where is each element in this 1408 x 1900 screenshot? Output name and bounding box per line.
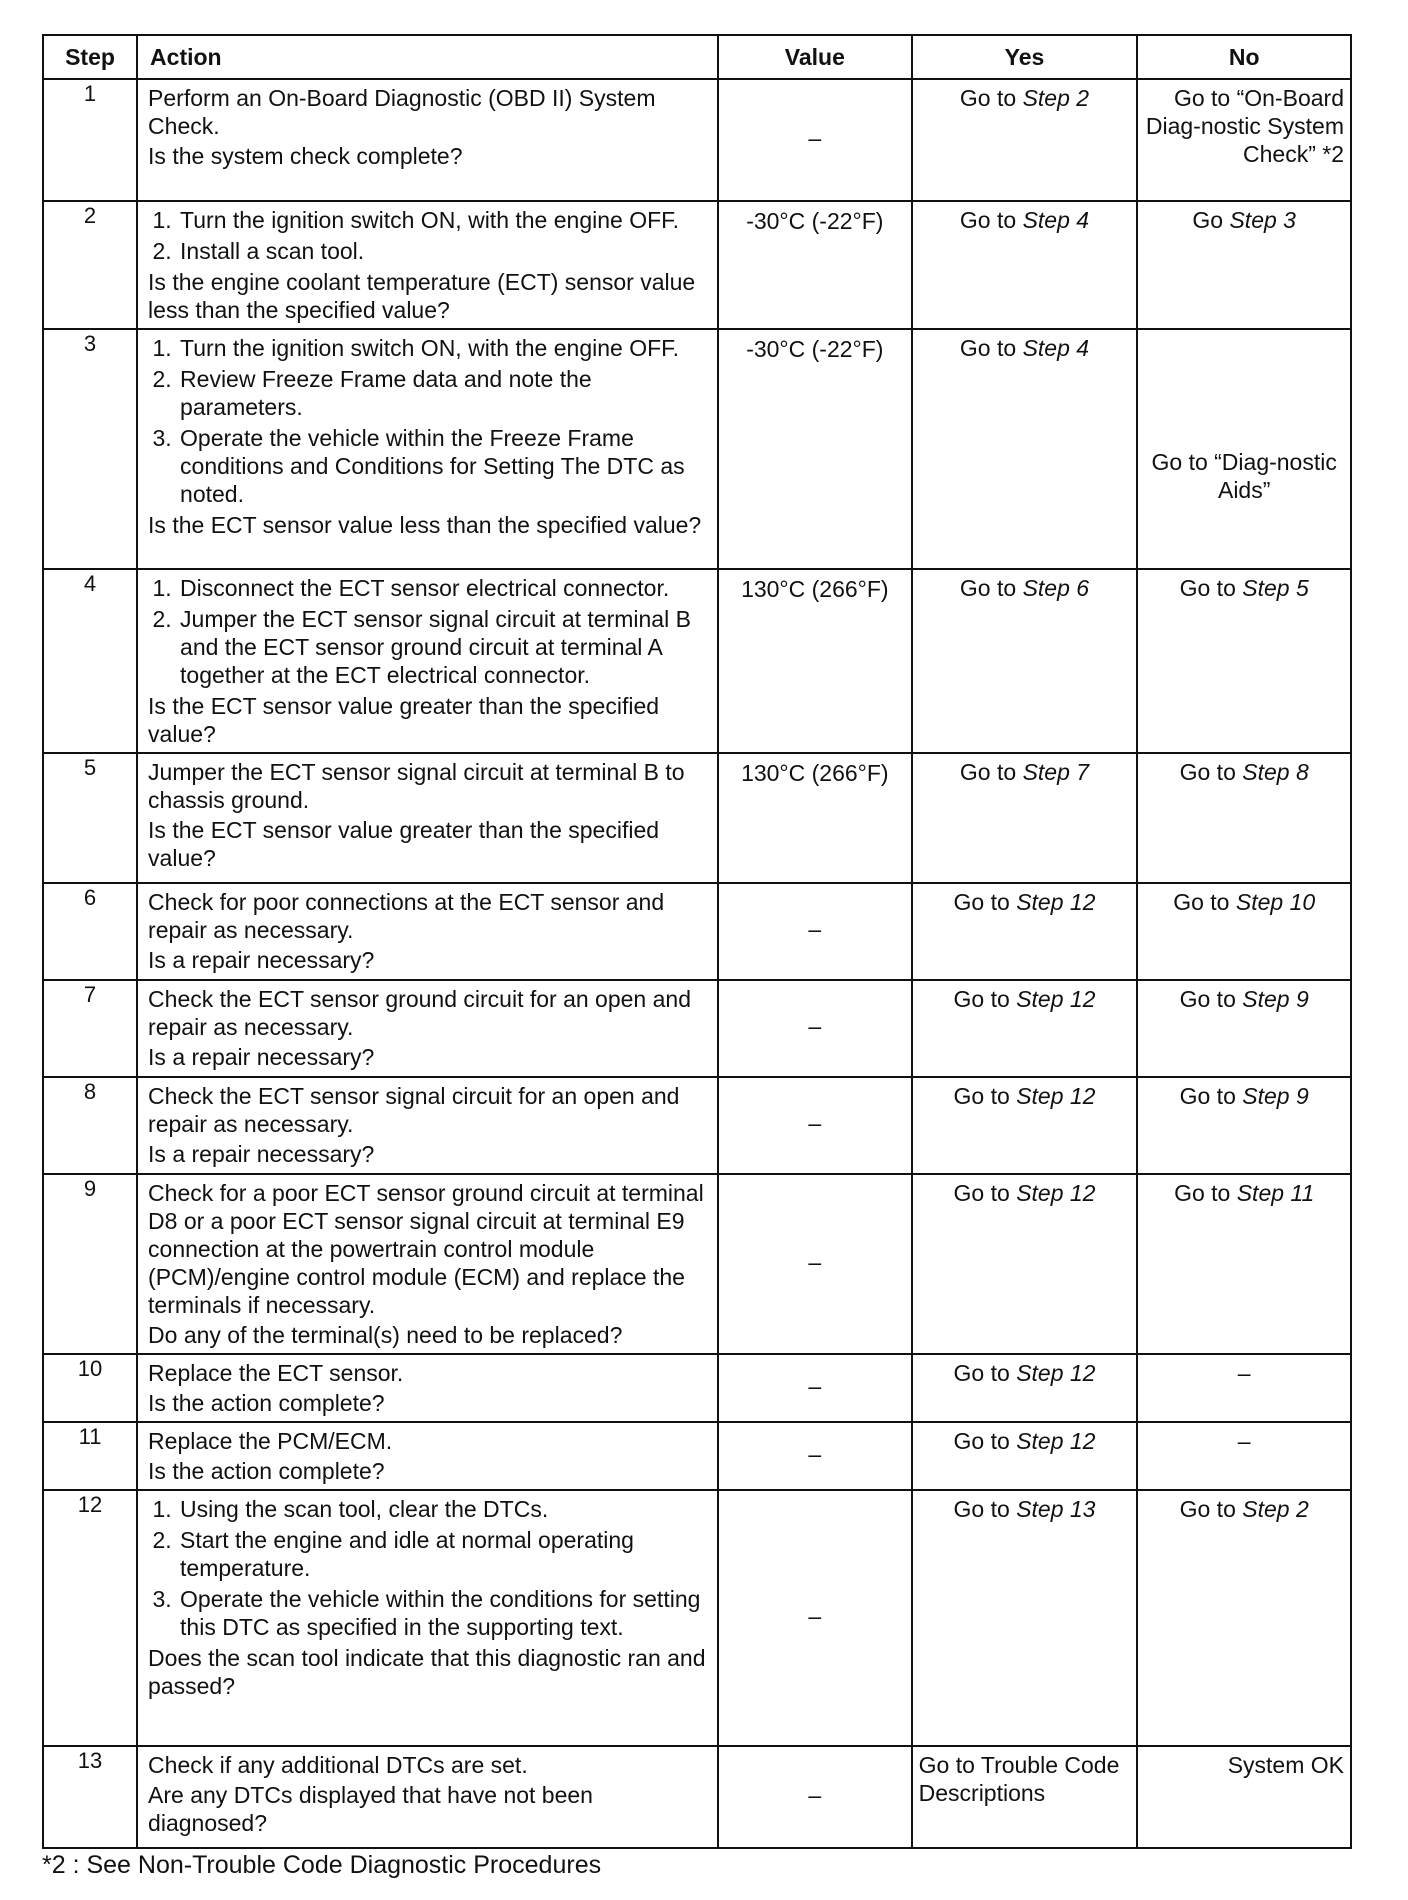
yes-cell xyxy=(912,1490,1138,1746)
yes-cell xyxy=(912,1354,1138,1422)
no-cell xyxy=(1137,1490,1351,1746)
action-question: Is a repair necessary? xyxy=(148,1141,375,1167)
no-cell xyxy=(1137,1174,1351,1354)
action-intro: Check for poor connections at the ECT sensor and repair as necessary. xyxy=(148,889,665,943)
action-steps-list xyxy=(148,1495,707,1641)
no-step-link[interactable]: Step 5 xyxy=(1242,575,1309,601)
table-row xyxy=(43,883,1351,980)
yes-cell xyxy=(912,201,1138,329)
yes-prefix: Go to xyxy=(953,1428,1017,1454)
action-cell xyxy=(137,753,718,883)
action-cell xyxy=(137,1746,718,1848)
yes-prefix: Go to xyxy=(959,759,1023,785)
value-cell: 130°C (266°F) xyxy=(718,569,912,753)
table-row xyxy=(43,1422,1351,1490)
value-cell: – xyxy=(718,1077,912,1174)
action-step-item: 2. Install a scan tool. xyxy=(178,237,707,265)
action-cell xyxy=(137,569,718,753)
no-cell xyxy=(1137,569,1351,753)
yes-step-link[interactable]: Step 12 xyxy=(1016,1428,1096,1454)
no-prefix: Go xyxy=(1192,207,1230,233)
yes-cell xyxy=(912,883,1138,980)
no-step-link[interactable]: Step 9 xyxy=(1242,1083,1309,1109)
table-row xyxy=(43,1174,1351,1354)
yes-cell xyxy=(912,1746,1138,1848)
value-cell: – xyxy=(718,980,912,1077)
action-question: Is the ECT sensor value greater than the specified value? xyxy=(148,693,660,747)
action-question: Is the action complete? xyxy=(148,1458,385,1484)
action-intro: Check the ECT sensor ground circuit for an open and repair as necessary. xyxy=(148,986,691,1040)
value-cell: -30°C (-22°F) xyxy=(718,201,912,329)
value-cell: – xyxy=(718,1746,912,1848)
no-cell xyxy=(1137,79,1351,201)
yes-step-link[interactable]: Step 12 xyxy=(1016,986,1096,1012)
step-number: 1 xyxy=(43,79,137,201)
action-cell xyxy=(137,1174,718,1354)
no-column-header: No xyxy=(1137,35,1351,79)
value-cell: 130°C (266°F) xyxy=(718,753,912,883)
yes-prefix: Go to xyxy=(959,575,1023,601)
action-steps-list xyxy=(148,334,707,508)
action-cell xyxy=(137,1490,718,1746)
yes-prefix: Go to xyxy=(959,85,1023,111)
value-cell: – xyxy=(718,883,912,980)
table-row xyxy=(43,1077,1351,1174)
table-row xyxy=(43,79,1351,201)
action-intro: Check if any additional DTCs are set. xyxy=(148,1752,528,1778)
no-cell xyxy=(1137,980,1351,1077)
no-prefix: Go to xyxy=(1179,1083,1243,1109)
step-number: 13 xyxy=(43,1746,137,1848)
value-cell: – xyxy=(718,79,912,201)
no-cell xyxy=(1137,1746,1351,1848)
action-step-item: 1. Disconnect the ECT sensor electrical connector. xyxy=(178,574,707,602)
action-cell xyxy=(137,980,718,1077)
yes-cell xyxy=(912,980,1138,1077)
action-question: Are any DTCs displayed that have not been diagnosed? xyxy=(148,1782,593,1836)
no-step-link[interactable]: Step 10 xyxy=(1235,889,1316,915)
step-number: 12 xyxy=(43,1490,137,1746)
action-steps-list xyxy=(148,574,707,689)
yes-cell xyxy=(912,1174,1138,1354)
yes-step-link[interactable]: Step 12 xyxy=(1016,889,1096,915)
no-target: – xyxy=(1237,1428,1251,1454)
value-cell: – xyxy=(718,1490,912,1746)
no-prefix: Go to xyxy=(1179,1496,1243,1522)
action-intro: Replace the ECT sensor. xyxy=(148,1360,404,1386)
step-number: 3 xyxy=(43,329,137,569)
action-step-item: 1. Turn the ignition switch ON, with the engine OFF. xyxy=(178,334,707,362)
no-step-link[interactable]: Step 2 xyxy=(1242,1496,1309,1522)
table-row xyxy=(43,753,1351,883)
no-cell xyxy=(1137,1354,1351,1422)
no-prefix: Go to xyxy=(1179,986,1243,1012)
step-number: 5 xyxy=(43,753,137,883)
yes-prefix: Go to xyxy=(953,889,1017,915)
action-cell xyxy=(137,1422,718,1490)
yes-step-link[interactable]: Step 6 xyxy=(1022,575,1090,601)
action-column-header: Action xyxy=(137,35,718,79)
yes-step-link[interactable]: Step 7 xyxy=(1022,759,1090,785)
action-intro: Jumper the ECT sensor signal circuit at terminal B to chassis ground. xyxy=(148,759,685,813)
action-question: Is the engine coolant temperature (ECT) sensor value less than the specified value? xyxy=(148,269,696,323)
action-steps-list xyxy=(148,206,707,265)
action-question: Does the scan tool indicate that this diagnostic ran and passed? xyxy=(148,1645,706,1699)
diagnostic-page xyxy=(42,34,1352,1849)
yes-step-link[interactable]: Step 12 xyxy=(1016,1360,1096,1386)
no-cell xyxy=(1137,329,1351,569)
yes-cell xyxy=(912,569,1138,753)
yes-cell xyxy=(912,79,1138,201)
table-header-row xyxy=(43,35,1351,79)
action-cell xyxy=(137,329,718,569)
action-question: Is the ECT sensor value less than the specified value? xyxy=(148,512,702,538)
no-cell xyxy=(1137,1077,1351,1174)
table-row xyxy=(43,1354,1351,1422)
yes-prefix: Go to xyxy=(953,986,1017,1012)
table-body xyxy=(43,79,1351,1848)
yes-target[interactable]: Go to Trouble Code Descriptions xyxy=(918,1752,1120,1806)
value-cell: -30°C (-22°F) xyxy=(718,329,912,569)
action-step-item: 3. Operate the vehicle within the Freeze Frame conditions and Conditions for Setting The DTC as noted. xyxy=(178,424,707,508)
no-step-link[interactable]: Step 3 xyxy=(1229,207,1296,233)
no-step-link[interactable]: Step 9 xyxy=(1242,986,1309,1012)
yes-step-link[interactable]: Step 4 xyxy=(1022,335,1090,361)
action-step-item: 1. Using the scan tool, clear the DTCs. xyxy=(178,1495,707,1523)
yes-step-link[interactable]: Step 13 xyxy=(1016,1496,1096,1522)
table-row xyxy=(43,1746,1351,1848)
step-number: 11 xyxy=(43,1422,137,1490)
action-question: Is a repair necessary? xyxy=(148,1044,375,1070)
action-question: Is the system check complete? xyxy=(148,143,463,169)
yes-cell xyxy=(912,329,1138,569)
yes-cell xyxy=(912,1077,1138,1174)
yes-step-link[interactable]: Step 12 xyxy=(1016,1180,1096,1206)
yes-prefix: Go to xyxy=(953,1496,1017,1522)
yes-prefix: Go to xyxy=(953,1083,1017,1109)
value-column-header: Value xyxy=(718,35,912,79)
value-cell: – xyxy=(718,1354,912,1422)
yes-prefix: Go to xyxy=(953,1360,1017,1386)
no-prefix: Go to xyxy=(1173,889,1236,915)
no-cell xyxy=(1137,883,1351,980)
no-target: – xyxy=(1237,1360,1251,1386)
action-step-item: 2. Jumper the ECT sensor signal circuit at terminal B and the ECT sensor ground circuit at terminal A together at the ECT electrical connector. xyxy=(178,605,707,689)
no-target[interactable]: Go to “Diag-nostic Aids” xyxy=(1151,449,1337,503)
step-number: 9 xyxy=(43,1174,137,1354)
table-row xyxy=(43,329,1351,569)
step-number: 8 xyxy=(43,1077,137,1174)
table-row xyxy=(43,201,1351,329)
action-step-item: 2. Review Freeze Frame data and note the parameters. xyxy=(178,365,707,421)
action-cell xyxy=(137,883,718,980)
table-row xyxy=(43,1490,1351,1746)
action-question: Is a repair necessary? xyxy=(148,947,375,973)
action-cell xyxy=(137,1354,718,1422)
yes-cell xyxy=(912,753,1138,883)
no-cell xyxy=(1137,1422,1351,1490)
action-cell xyxy=(137,201,718,329)
no-target[interactable]: System OK xyxy=(1227,1752,1344,1778)
table-row xyxy=(43,980,1351,1077)
yes-step-link[interactable]: Step 2 xyxy=(1022,85,1090,111)
no-prefix: Go to xyxy=(1174,1180,1237,1206)
yes-prefix: Go to xyxy=(953,1180,1017,1206)
diagnostic-table xyxy=(42,34,1352,1849)
action-question: Do any of the terminal(s) need to be replaced? xyxy=(148,1322,623,1348)
action-intro: Perform an On-Board Diagnostic (OBD II) System Check. xyxy=(148,85,656,139)
action-question: Is the ECT sensor value greater than the specified value? xyxy=(148,817,660,871)
footnote: *2 : See Non-Trouble Code Diagnostic Procedures xyxy=(42,1851,602,1879)
table-row xyxy=(43,569,1351,753)
yes-step-link[interactable]: Step 4 xyxy=(1022,207,1090,233)
action-cell xyxy=(137,79,718,201)
no-step-link[interactable]: Step 11 xyxy=(1236,1180,1315,1206)
action-intro: Check the ECT sensor signal circuit for an open and repair as necessary. xyxy=(148,1083,680,1137)
yes-prefix: Go to xyxy=(959,335,1023,361)
yes-cell xyxy=(912,1422,1138,1490)
step-number: 2 xyxy=(43,201,137,329)
no-cell xyxy=(1137,201,1351,329)
no-prefix: Go to xyxy=(1179,575,1243,601)
value-cell: – xyxy=(718,1174,912,1354)
value-cell: – xyxy=(718,1422,912,1490)
yes-prefix: Go to xyxy=(959,207,1023,233)
step-number: 6 xyxy=(43,883,137,980)
yes-column-header: Yes xyxy=(912,35,1138,79)
action-question: Is the action complete? xyxy=(148,1390,385,1416)
step-number: 7 xyxy=(43,980,137,1077)
step-column-header: Step xyxy=(43,35,137,79)
action-intro: Check for a poor ECT sensor ground circuit at terminal D8 or a poor ECT sensor signal circuit at terminal E9 connection at the powertrain control module (PCM)/engine control module (ECM) and replace the terminals if necessary. xyxy=(148,1180,704,1318)
action-step-item: 1. Turn the ignition switch ON, with the engine OFF. xyxy=(178,206,707,234)
no-cell xyxy=(1137,753,1351,883)
action-intro: Replace the PCM/ECM. xyxy=(148,1428,393,1454)
step-number: 10 xyxy=(43,1354,137,1422)
no-target[interactable]: Go to “On-Board Diag-nostic System Check” *2 xyxy=(1145,85,1344,167)
step-number: 4 xyxy=(43,569,137,753)
action-cell xyxy=(137,1077,718,1174)
action-step-item: 2. Start the engine and idle at normal operating temperature. xyxy=(178,1526,707,1582)
yes-step-link[interactable]: Step 12 xyxy=(1016,1083,1096,1109)
action-step-item: 3. Operate the vehicle within the conditions for setting this DTC as specified in the supporting text. xyxy=(178,1585,707,1641)
no-step-link[interactable]: Step 8 xyxy=(1242,759,1309,785)
no-prefix: Go to xyxy=(1179,759,1243,785)
